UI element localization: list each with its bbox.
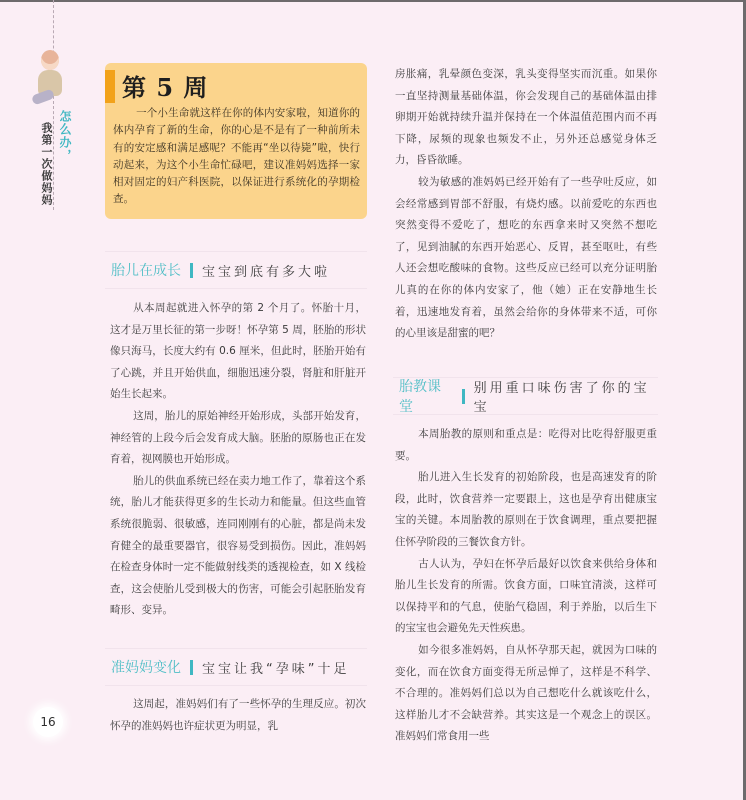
- week-intro-text: 一个小生命就这样在你的体内安家啦，知道你的体内孕育了新的生命，你的心是不是有了一种前所未有的安定感和满足感呢？不能再“坐以待毙”啦，快行动起来，为这个小生命忙碌吧，建议准妈妈选择一家相对固定的妇产科医院，以保证进行系统化的孕期检查。: [113, 107, 360, 206]
- section-title: 胎教课堂: [399, 379, 441, 415]
- week-intro-box: [105, 63, 367, 219]
- section-title: 准妈妈变化: [111, 660, 181, 676]
- paragraph: 房胀痛，乳晕颜色变深，乳头变得坚实而沉重。如果你一直坚持测量基础体温，你会发现自己的基础体温由排卵期开始就持续升温并保持在一个体温值范围内而不再下降，尿频的现象也频发不止，另外还总感觉身体乏力，昏昏欲睡。: [395, 68, 657, 167]
- section-subtitle: 别用重口味伤害了你的宝宝: [473, 381, 650, 415]
- paragraph: 胎儿的供血系统已经在卖力地工作了，靠着这个系统，胎儿才能获得更多的生长动力和能量。但这些血管系统很脆弱、很敏感，连同刚刚有的心脏，都是尚未发育健全的最重要器官，很容易受到损伤。因此，准妈妈在检查身体时一定不能做射线类的透视检查，如 X 线检查，这会使胎儿受到极大的伤害，可能会引起胚胎发育畸形、变异。: [110, 474, 366, 617]
- top-border: [0, 0, 746, 2]
- paragraph: 如今很多准妈妈，自从怀孕那天起，就因为口味的变化，而在饮食方面变得无所忌惮了，这样是不科学、不合理的。准妈妈们总以为自己想吃什么就该吃什么，这样胎儿才不会缺营养。其实这是一个观念上的误区。准妈妈们常食用一些: [395, 643, 657, 743]
- paragraph: 这周，胎儿的原始神经开始形成，头部开始发育，神经管的上段今后会发育成大脑。胚胎的原肠也正在发育着，视网膜也开始形成。: [110, 409, 366, 466]
- section-header-fetus-growth: [105, 251, 367, 289]
- section-divider-bar: [190, 660, 193, 675]
- page-number: 16: [40, 715, 56, 729]
- figure-legs: [31, 89, 55, 106]
- paragraph: 胎儿进入生长发育的初始阶段，也是高速发育的阶段，此时，饮食营养一定要跟上，这也是孕育出健康宝宝的关键。本周胎教的原则在于饮食调理，重点要把握住怀孕阶段的三餐饮食方针。: [395, 471, 657, 548]
- section-divider-bar: [190, 263, 193, 278]
- week-title-accent: [105, 70, 115, 103]
- section-body-mom-changes: [110, 694, 366, 737]
- mother-illustration-icon: [32, 50, 68, 110]
- section-body-fetus-growth: [110, 298, 366, 622]
- page-number-badge: [33, 707, 63, 737]
- section-subtitle: 宝宝让我“孕味”十足: [202, 661, 350, 677]
- paragraph: 古人认为，孕妇在怀孕后最好以饮食来供给身体和胎儿生长发育的所需。饮食方面，口味宜清淡，这样可以保持平和的气息，使胎气稳固，利于养胎，以后生下的宝宝也会避免先天性疾患。: [395, 557, 657, 635]
- paragraph: 较为敏感的准妈妈已经开始有了一些孕吐反应，如会经常感到胃部不舒服，有烧灼感。以前爱吃的东西也突然变得不爱吃了，想吃的东西拿来时又突然不想吃了，见到油腻的东西开始恶心、反胃，甚至呕吐，有些人还会想吃酸味的食物。这些反应已经可以充分证明胎儿真的在你的体内安家了，他（她）正在安静地生长着，迅速地发育着，虽然会给你的身体带来不适，可你的心里该是甜蜜的吧？: [395, 175, 657, 340]
- side-tag-book-title: 我第一次做妈妈: [40, 122, 53, 206]
- section-title: 胎儿在成长: [111, 263, 181, 279]
- paragraph: 这周起，准妈妈们有了一些怀孕的生理反应。初次怀孕的准妈妈也许症状更为明显，乳: [110, 698, 366, 732]
- week-title: 第 5 周: [122, 73, 209, 102]
- section-header-mom-changes: [105, 648, 367, 686]
- paragraph: 本周胎教的原则和重点是：吃得对比吃得舒服更重要。: [395, 428, 657, 462]
- paragraph: 从本周起就进入怀孕的第 2 个月了。怀胎十月，这才是万里长征的第一步呀！怀孕第 5 周，胚胎的形状像只海马，长度大约有 0.6 厘米，但此时，胚胎开始有了心跳，并且开始供血，细胞迅速分裂，肾脏和肝脏开始生长起来。: [110, 302, 366, 401]
- section-body-prenatal-class: [395, 424, 657, 748]
- section-divider-bar: [462, 389, 465, 404]
- section-subtitle: 宝宝到底有多大啦: [202, 264, 331, 280]
- figure-head: [41, 50, 59, 70]
- section-header-prenatal-class: [393, 377, 658, 415]
- section-body-mom-changes-continued: [395, 64, 657, 345]
- side-tag-teal: 怎么办，: [58, 110, 72, 162]
